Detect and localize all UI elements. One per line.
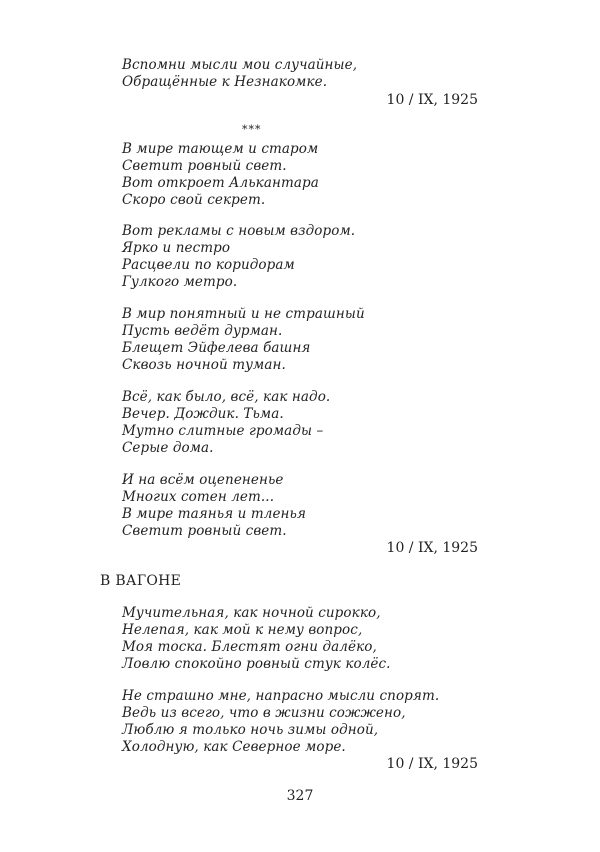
poem-line: Всё, как было, всё, как надо. <box>122 389 331 405</box>
poem-line: Мутно слитные громады – <box>122 423 324 439</box>
poem-date: 10 / IX, 1925 <box>386 540 478 556</box>
poem-line: Люблю я только ночь зимы одной, <box>122 722 379 738</box>
poem-line: Светит ровный свет. <box>122 158 287 174</box>
poem-title-asterisks: *** <box>242 123 262 136</box>
poem-line: Моя тоска. Блестят огни далёко, <box>122 639 377 655</box>
poem-line: Серые дома. <box>122 440 214 456</box>
poem-line: Не страшно мне, напрасно мысли спорят. <box>122 688 440 704</box>
poem-title: В ВАГОНЕ <box>100 573 182 589</box>
poem-line: В мире таянья и тленья <box>122 506 307 522</box>
poem-line: Гулкого метро. <box>122 274 238 290</box>
poem-line: Пусть ведёт дурман. <box>122 323 283 339</box>
poem-line: Скоро свой секрет. <box>122 192 266 208</box>
poem-line: Ведь из всего, что в жизни сожжено, <box>122 705 406 721</box>
poem-line: Холодную, как Северное море. <box>122 739 346 755</box>
poem-line: В мире тающем и старом <box>122 141 319 157</box>
poem-line: Вечер. Дождик. Тьма. <box>122 406 284 422</box>
poem-line: Ловлю спокойно ровный стук колёс. <box>122 656 391 672</box>
poem-line: Вот рекламы с новым вздором. <box>122 223 356 239</box>
poem-line: Расцвели по коридорам <box>122 257 295 273</box>
poem-line: Ярко и пестро <box>122 240 231 256</box>
poem-line: Нелепая, как мой к нему вопрос, <box>122 622 363 638</box>
page-number: 327 <box>286 788 314 804</box>
poem-date: 10 / IX, 1925 <box>386 756 478 772</box>
poem-date: 10 / IX, 1925 <box>386 92 478 108</box>
poem-line: Вот откроет Алькантара <box>122 175 319 191</box>
poem-line: Блещет Эйфелева башня <box>122 340 311 356</box>
poem-line: В мир понятный и не страшный <box>122 306 365 322</box>
poem-line: Многих сотен лет... <box>122 489 275 505</box>
poem-line: Вспомни мысли мои случайные, <box>122 57 358 73</box>
poem-line: Мучительная, как ночной сирокко, <box>122 605 381 621</box>
poem-line: Обращённые к Незнакомке. <box>122 74 328 90</box>
poem-line: И на всём оцепененье <box>122 472 284 488</box>
poem-line: Сквозь ночной туман. <box>122 357 286 373</box>
poem-line: Светит ровный свет. <box>122 523 287 539</box>
